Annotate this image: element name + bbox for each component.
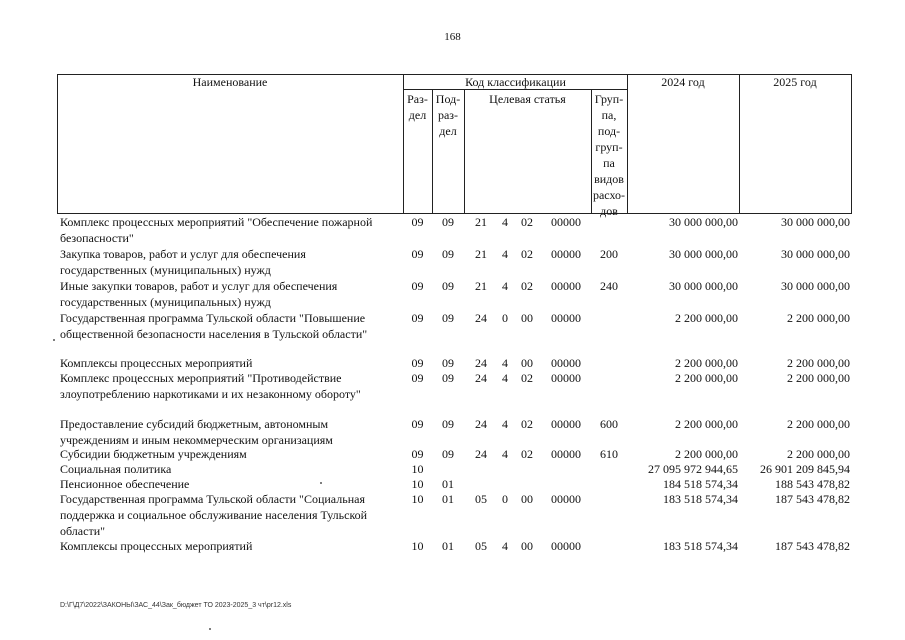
row-name-line: учреждениям и иным некоммерческим организациям <box>60 433 333 447</box>
header-vline <box>739 74 740 214</box>
cell-rz: 09 <box>411 247 424 261</box>
cell-c1: 05 <box>475 492 487 506</box>
cell-vr: 200 <box>600 247 618 261</box>
header-classification: Код классификации <box>465 75 566 89</box>
table-row <box>57 538 857 553</box>
row-name-line: государственных (муниципальных) нужд <box>60 263 271 277</box>
cell-rz: 09 <box>411 215 424 229</box>
amount-2025: 30 000 000,00 <box>781 247 850 261</box>
cell-c3: 00 <box>521 492 533 506</box>
amount-2025: 187 543 478,82 <box>775 539 850 553</box>
row-name-line: Государственная программа Тульской области "Повышение <box>60 311 366 325</box>
cell-c2: 4 <box>502 247 508 261</box>
table-row <box>57 416 857 446</box>
amount-2024: 184 518 574,34 <box>663 477 738 491</box>
header-group-line: па, <box>601 108 617 122</box>
row-name <box>60 310 395 342</box>
table-row <box>57 355 857 370</box>
cell-pr: 09 <box>442 371 454 385</box>
cell-c4: 00000 <box>551 279 581 293</box>
cell-rz: 10 <box>411 462 424 476</box>
header-podrazdel-line: дел <box>439 124 457 138</box>
row-name-line: Комплексы процессных мероприятий <box>60 356 253 370</box>
cell-c4: 00000 <box>551 447 581 461</box>
table-row <box>57 446 857 461</box>
header-group-line: дов <box>600 204 618 218</box>
cell-c2: 4 <box>502 279 508 293</box>
row-name <box>60 476 395 492</box>
cell-pr: 09 <box>442 417 454 431</box>
header-vline <box>627 74 628 214</box>
row-name-line: общественной безопасности населения в Тульской области" <box>60 327 368 341</box>
cell-vr: 240 <box>600 279 618 293</box>
cell-pr: 01 <box>442 492 454 506</box>
header-vline <box>851 74 852 214</box>
cell-c3: 02 <box>521 371 533 385</box>
row-name-line: Закупка товаров, работ и услуг для обеспечения <box>60 247 306 261</box>
cell-c1: 24 <box>475 447 487 461</box>
row-name <box>60 446 395 462</box>
row-name-line: злоупотреблению наркотиками и их незаконному обороту" <box>60 387 361 401</box>
row-name <box>60 461 395 477</box>
cell-c3: 02 <box>521 279 533 293</box>
header-target-article: Целевая статья <box>489 92 566 106</box>
cell-c3: 02 <box>521 215 533 229</box>
table-row <box>57 278 857 310</box>
amount-2025: 2 200 000,00 <box>787 417 850 431</box>
cell-c2: 0 <box>502 492 508 506</box>
row-name <box>60 246 395 278</box>
row-name-line: поддержка и социальное обслуживание населения Тульской <box>60 508 368 522</box>
row-name-line: Комплекс процессных мероприятий "Противодействие <box>60 371 342 385</box>
cell-vr: 610 <box>600 447 618 461</box>
amount-2024: 2 200 000,00 <box>675 417 738 431</box>
cell-c2: 4 <box>502 356 508 370</box>
cell-c1: 21 <box>475 279 487 293</box>
cell-c4: 00000 <box>551 247 581 261</box>
cell-c3: 00 <box>521 539 533 553</box>
cell-rz: 09 <box>411 356 424 370</box>
amount-2024: 183 518 574,34 <box>663 539 738 553</box>
cell-c1: 21 <box>475 215 487 229</box>
header-group-line: под- <box>597 124 621 138</box>
cell-vr: 600 <box>600 417 618 431</box>
amount-2025: 187 543 478,82 <box>775 492 850 506</box>
table-body <box>57 214 857 553</box>
amount-2025: 2 200 000,00 <box>787 356 850 370</box>
header-group <box>591 91 627 219</box>
table-row <box>57 246 857 278</box>
header-razdel-line: дел <box>408 108 427 122</box>
row-name-line: области" <box>60 524 106 538</box>
cell-c1: 05 <box>475 539 487 553</box>
header-vline <box>464 89 465 214</box>
cell-c4: 00000 <box>551 417 581 431</box>
header-podrazdel-line: Под- <box>435 92 461 106</box>
row-name-line: Комплексы процессных мероприятий <box>60 539 253 553</box>
row-name <box>60 538 395 554</box>
header-group-line: расхо- <box>592 188 626 202</box>
cell-c3: 02 <box>521 417 533 431</box>
cell-pr: 09 <box>442 447 454 461</box>
cell-rz: 09 <box>411 447 424 461</box>
cell-rz: 09 <box>411 311 424 325</box>
cell-pr: 09 <box>442 356 454 370</box>
scan-speck <box>209 628 211 630</box>
header-group-line: видов <box>594 172 624 186</box>
row-name-line: Пенсионное обеспечение <box>60 477 190 491</box>
row-name-line: Субсидии бюджетным учреждениям <box>60 447 247 461</box>
cell-c2: 4 <box>502 215 508 229</box>
table-row <box>57 476 857 491</box>
table-row <box>57 491 857 538</box>
amount-2024: 30 000 000,00 <box>669 215 738 229</box>
cell-c4: 00000 <box>551 356 581 370</box>
cell-c4: 00000 <box>551 492 581 506</box>
amount-2025: 2 200 000,00 <box>787 447 850 461</box>
amount-2024: 2 200 000,00 <box>675 371 738 385</box>
amount-2024: 2 200 000,00 <box>675 447 738 461</box>
table-row <box>57 310 857 355</box>
cell-c1: 24 <box>475 371 487 385</box>
cell-c4: 00000 <box>551 539 581 553</box>
row-name-line: государственных (муниципальных) нужд <box>60 295 271 309</box>
cell-rz: 09 <box>411 371 424 385</box>
file-path-footer: D:\Г\Д7\2022\ЗАКОНЫ\ЗАС_44\Зак_бюджет ТО 2023-2025_3 чт\pr12.xls <box>60 602 292 609</box>
header-razdel <box>403 91 432 123</box>
scan-speck <box>53 339 55 341</box>
cell-c3: 00 <box>521 356 533 370</box>
cell-c2: 4 <box>502 447 508 461</box>
cell-pr: 09 <box>442 247 454 261</box>
header-razdel-line: Раз- <box>407 92 428 106</box>
amount-2025: 188 543 478,82 <box>775 477 850 491</box>
row-name-line: Комплекс процессных мероприятий "Обеспечение пожарной <box>60 215 373 229</box>
cell-rz: 09 <box>411 417 424 431</box>
row-name-line: Государственная программа Тульской области "Социальная <box>60 492 365 506</box>
cell-rz: 09 <box>411 279 424 293</box>
page-number: 168 <box>444 31 461 43</box>
cell-rz: 10 <box>411 492 424 506</box>
amount-2024: 30 000 000,00 <box>669 279 738 293</box>
header-group-line: Груп- <box>594 92 624 106</box>
cell-rz: 10 <box>411 539 424 553</box>
cell-c4: 00000 <box>551 215 581 229</box>
cell-c3: 02 <box>521 247 533 261</box>
row-name <box>60 214 395 246</box>
amount-2025: 30 000 000,00 <box>781 215 850 229</box>
header-group-line: груп- <box>595 140 623 154</box>
cell-c4: 00000 <box>551 371 581 385</box>
table-row <box>57 370 857 416</box>
table-row <box>57 461 857 476</box>
cell-pr: 01 <box>442 477 454 491</box>
header-podrazdel <box>432 91 464 139</box>
amount-2024: 2 200 000,00 <box>675 311 738 325</box>
row-name <box>60 355 395 371</box>
row-name-line: Предоставление субсидий бюджетным, автономным <box>60 417 329 431</box>
cell-pr: 01 <box>442 539 454 553</box>
cell-c2: 0 <box>502 311 508 325</box>
amount-2025: 26 901 209 845,94 <box>760 462 850 476</box>
row-name <box>60 370 395 402</box>
header-group-line: па <box>603 156 615 170</box>
cell-rz: 10 <box>411 477 424 491</box>
cell-c3: 00 <box>521 311 533 325</box>
row-name <box>60 416 395 448</box>
cell-c4: 00000 <box>551 311 581 325</box>
cell-c2: 4 <box>502 371 508 385</box>
cell-pr: 09 <box>442 279 454 293</box>
amount-2024: 183 518 574,34 <box>663 492 738 506</box>
amount-2024: 30 000 000,00 <box>669 247 738 261</box>
cell-c2: 4 <box>502 417 508 431</box>
row-name <box>60 491 395 539</box>
row-name-line: безопасности" <box>60 231 134 245</box>
table-row <box>57 214 857 246</box>
cell-c1: 24 <box>475 356 487 370</box>
header-name: Наименование <box>192 75 268 89</box>
cell-pr: 09 <box>442 311 454 325</box>
cell-c3: 02 <box>521 447 533 461</box>
row-name-line: Социальная политика <box>60 462 172 476</box>
amount-2024: 27 095 972 944,65 <box>648 462 738 476</box>
cell-c1: 24 <box>475 417 487 431</box>
row-name-line: Иные закупки товаров, работ и услуг для обеспечения <box>60 279 338 293</box>
amount-2025: 30 000 000,00 <box>781 279 850 293</box>
header-vline <box>57 74 58 214</box>
cell-pr: 09 <box>442 215 454 229</box>
cell-c1: 21 <box>475 247 487 261</box>
amount-2025: 2 200 000,00 <box>787 311 850 325</box>
amount-2024: 2 200 000,00 <box>675 356 738 370</box>
header-podrazdel-line: раз- <box>437 108 459 122</box>
cell-c2: 4 <box>502 539 508 553</box>
cell-c1: 24 <box>475 311 487 325</box>
header-year-2024: 2024 год <box>661 75 705 89</box>
table-header <box>57 74 852 218</box>
amount-2025: 2 200 000,00 <box>787 371 850 385</box>
scan-speck <box>320 482 322 484</box>
row-name <box>60 278 395 310</box>
header-year-2025: 2025 год <box>773 75 817 89</box>
